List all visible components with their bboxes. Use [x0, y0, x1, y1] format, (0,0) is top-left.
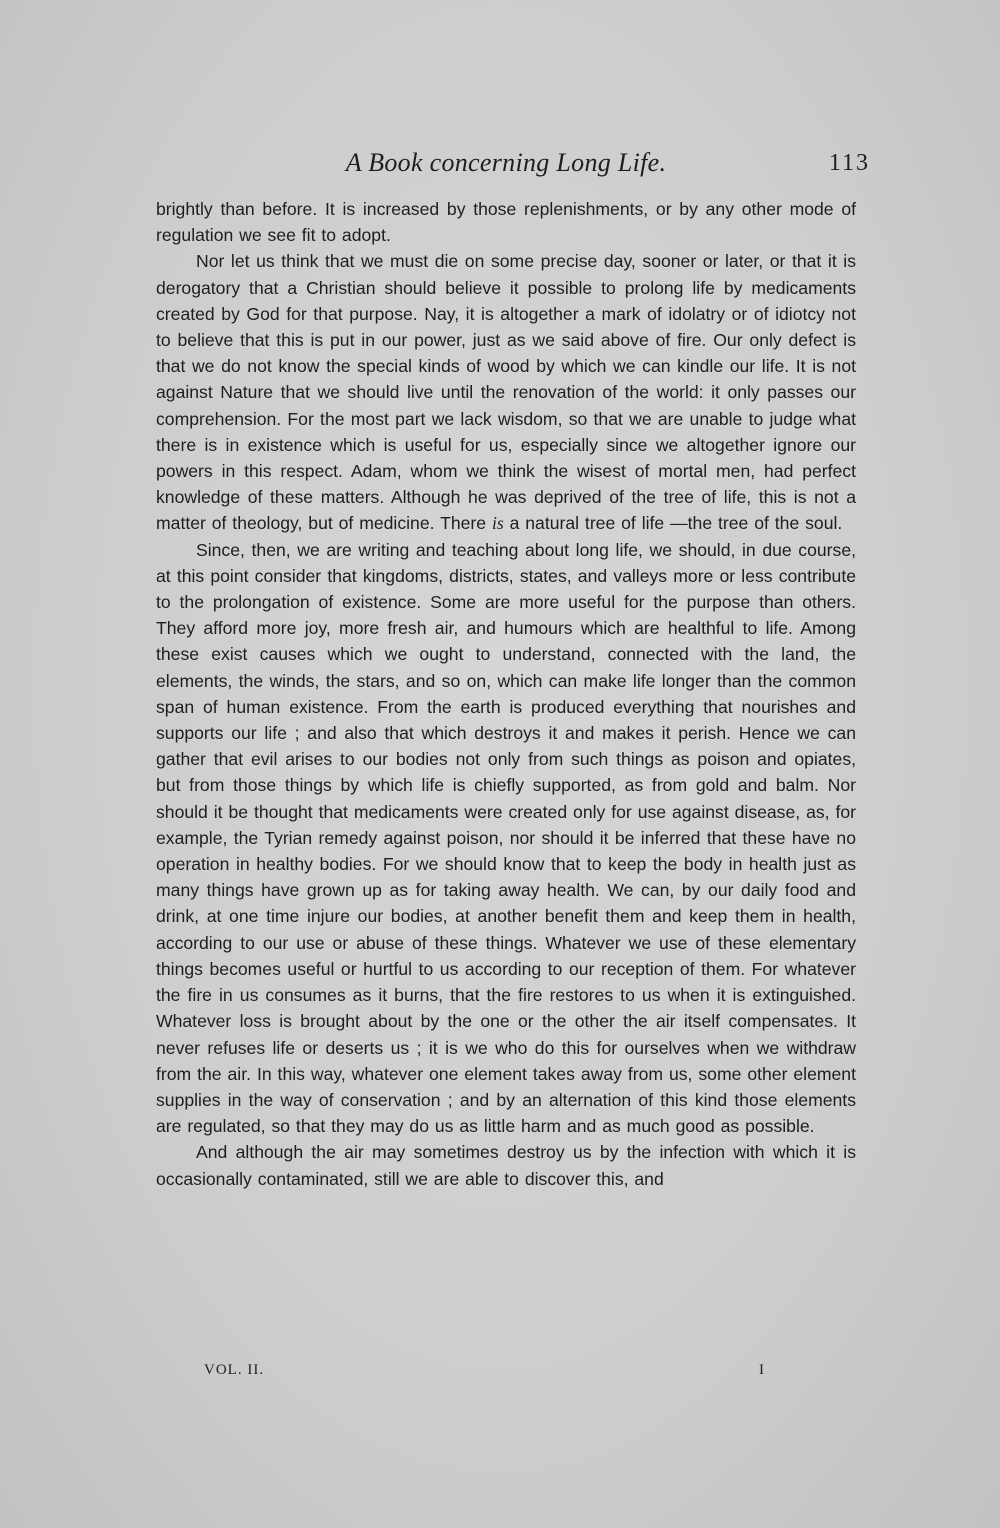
paragraph-since-then: Since, then, we are writing and teaching about long life, we should, in due course, at this point consider that kingdoms, districts, states, and valleys more or less contribute to the prolongation of existence. Some are more useful for the purpose than others. They afford more joy, more fresh air, and humours which are healthful to life. Among these exist causes which we ought to understand, connected with the land, the elements, the winds, the stars, and so on, which can make life longer than the common span of human existence. From the earth is produced everything that nourishes and supports our life ; and also that which destroys it and makes it perish. Hence we can gather that evil arises to our bodies not only from such things as poison and opiates, but from those things by which life is chiefly supported, as from gold and balm. Nor should it be thought that medicaments were created only for use against disease, as, for example, the Tyrian remedy against poison, nor should it be inferred that these have no operation in healthy bodies. For we should know that to keep the body in health just as many things have grown up as for taking away health. We can, by our daily food and drink, at one time injure our bodies, at another benefit them and keep them in health, according to our use or abuse of these things. Whatever we use of these elementary things becomes useful or hurtful to us according to our reception of them. For whatever the fire in us consumes as it burns, that the fire restores to us when it is extinguished. Whatever loss is brought about by the one or the other the air itself compensates. It never refuses life or deserts us ; it is we who do this for ourselves when we withdraw from the air. In this way, whatever one element takes away from us, some other element supplies in the way of conservation ; and by an alternation of this kind those elements are regulated, so that they may do us as little harm and as much good as possible.	[156, 539, 856, 1137]
volume-signature: VOL. II.	[204, 1362, 265, 1378]
page-header	[156, 148, 870, 188]
running-title: A Book concerning Long Life.	[345, 148, 667, 177]
paragraph-and-although: And although the air may sometimes destroy us by the infection with which it is occasionally contaminated, still we are able to discover this, and	[156, 1142, 856, 1189]
paragraph-text-end: a natural tree of life —the tree of the soul.	[509, 513, 843, 534]
paragraph-nor-let-us-think	[156, 248, 856, 536]
emphasized-word: is	[491, 513, 504, 534]
page-footer	[156, 1362, 856, 1388]
paragraph-text: Nor let us think that we must die on some precise day, sooner or later, or that it is derogatory that a Christian should believe it possible to prolong life by medicaments created by God for that purpose. Nay, it is altogether a mark of idolatry or of idiotcy not to believe that this is put in our power, just as we said above of fire. Our only defect is that we do not know the special kinds of wood by which we can kindle our life. It is not against Nature that we should live until the renovation of the world: it only passes our comprehension. For the most part we lack wisdom, so that we are unable to judge what there is in existence which is useful for us, especially since we altogether ignore our powers in this respect. Adam, whom we think the wisest of mortal men, had perfect knowledge of these matters. Although he was deprived of the tree of life, this is not a matter of theology, but of medicine. There	[156, 251, 856, 534]
body-text	[156, 196, 856, 1192]
page-number: 113	[828, 150, 870, 176]
paragraph-continued: brightly than before. It is increased by those replenishments, or by any other mode of regulation we see fit to adopt.	[156, 199, 856, 246]
signature-mark: I	[759, 1362, 765, 1378]
